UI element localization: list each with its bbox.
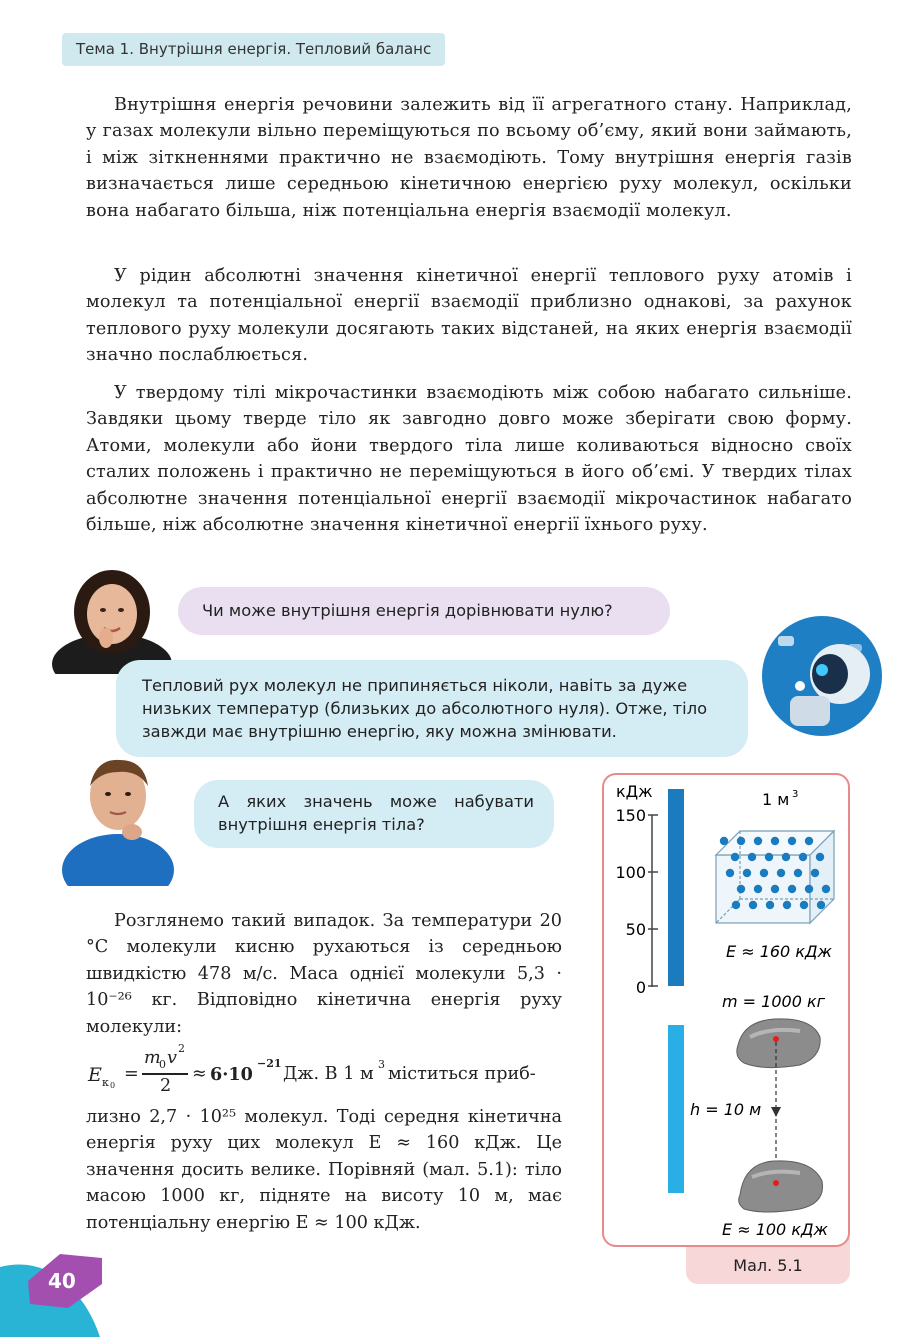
molecule-17 bbox=[811, 869, 819, 877]
page-number: 40 bbox=[48, 1269, 76, 1293]
molecule-9 bbox=[782, 853, 790, 861]
molecule-6 bbox=[731, 853, 739, 861]
formula-tail-sup: 3 bbox=[378, 1058, 385, 1071]
molecule-16 bbox=[794, 869, 802, 877]
question-bubble-2 bbox=[194, 780, 554, 848]
molecule-26 bbox=[766, 901, 774, 909]
tick-100: 100 bbox=[615, 863, 646, 882]
answer-text: Тепловий рух молекул не припиняється ніколи, навіть за дуже низьких температур (близьких до абсолютного нуля). Отже, тіло завжди має внутрішню енергію, яку можна змінювати. bbox=[142, 676, 708, 741]
tick-50: 50 bbox=[625, 920, 646, 939]
kinetic-energy-formula bbox=[86, 1044, 562, 1102]
molecule-3 bbox=[771, 837, 779, 845]
unit-label: кДж bbox=[616, 782, 653, 801]
formula-v-sup: 2 bbox=[178, 1042, 185, 1055]
formula-m: m bbox=[144, 1048, 161, 1068]
molecule-4 bbox=[788, 837, 796, 845]
raised-stone bbox=[737, 1019, 820, 1068]
figure-caption: Мал. 5.1 bbox=[686, 1238, 850, 1284]
volume-label: 1 м bbox=[762, 790, 790, 809]
formula-equals: = bbox=[124, 1064, 139, 1084]
molecule-11 bbox=[816, 853, 824, 861]
molecule-20 bbox=[771, 885, 779, 893]
girl-avatar bbox=[50, 568, 174, 674]
question-text-1: Чи може внутрішня енергія дорівнювати нулю? bbox=[202, 601, 613, 620]
molecule-27 bbox=[783, 901, 791, 909]
raised-stone-center bbox=[773, 1036, 779, 1042]
tick-0: 0 bbox=[635, 978, 646, 997]
answer-bubble bbox=[116, 660, 748, 757]
formula-fraction-line bbox=[142, 1073, 188, 1075]
paragraph-example: Розглянемо такий випадок. За температури 20 °С молекули кисню рухаються із середньою швидкістю 478 м/с. Маса однієї молекули 5,3 · 10⁻²⁶ кг. Відповідно кінетична енергія руху молекули: bbox=[86, 911, 562, 1037]
paragraph-gases: Внутрішня енергія речовини залежить від її агрегатного стану. Наприклад, у газах молекули вільно переміщуються по всьому об’єму, який вони займають, і між зіткненнями практично не взаємодіють. Тому внутрішня енергія газів визначається лише середньою кінетичною енергією руху молекул, оскільки вона набагато більша, ніж потенціальна енергія взаємодії молекул. bbox=[86, 95, 852, 221]
formula-v: v bbox=[167, 1048, 177, 1068]
tick-150: 150 bbox=[615, 806, 646, 825]
molecule-13 bbox=[743, 869, 751, 877]
formula-e-sub: к bbox=[102, 1076, 109, 1089]
molecule-8 bbox=[765, 853, 773, 861]
question-bubble-1 bbox=[178, 587, 670, 635]
molecule-10 bbox=[799, 853, 807, 861]
stone-energy-bar bbox=[668, 1025, 684, 1193]
formula-tail: Дж. В 1 м bbox=[283, 1064, 374, 1084]
figure-5-1 bbox=[602, 773, 850, 1247]
volume-sup: 3 bbox=[792, 789, 799, 800]
molecule-25 bbox=[749, 901, 757, 909]
molecule-23 bbox=[822, 885, 830, 893]
formula-value-exp: −21 bbox=[257, 1057, 282, 1070]
formula-approx: ≈ bbox=[192, 1064, 207, 1084]
gas-energy-label: E ≈ 160 кДж bbox=[726, 942, 832, 961]
formula-m-sub: 0 bbox=[159, 1058, 166, 1071]
topic-header: Тема 1. Внутрішня енергія. Тепловий баланс bbox=[62, 33, 445, 66]
formula-denominator: 2 bbox=[160, 1076, 172, 1096]
gas-energy-bar bbox=[668, 789, 684, 986]
stone-energy-label: E ≈ 100 кДж bbox=[722, 1220, 828, 1239]
formula-value: 6·10 bbox=[210, 1064, 253, 1085]
molecule-18 bbox=[737, 885, 745, 893]
boy-avatar bbox=[62, 752, 178, 886]
paragraph-solids: У твердому тілі мікрочастинки взаємодіють між собою набагато сильніше. Завдяки цьому тверде тіло як завгодно довго може зберігати свою форму. Атоми, молекули або йони твердого тіла лише коливаються відносно своїх сталих положень і практично не переміщуються в його об’ємі. У твердих тілах абсолютне значення потенціальної енергії взаємодії мікрочастинок набагато більше, ніж абсолютне значення кінетичної енергії їхнього руху. bbox=[86, 383, 852, 536]
molecule-15 bbox=[777, 869, 785, 877]
molecule-21 bbox=[788, 885, 796, 893]
mass-label: m = 1000 кг bbox=[722, 992, 826, 1011]
formula-e: E bbox=[88, 1064, 102, 1086]
molecule-1 bbox=[737, 837, 745, 845]
molecule-29 bbox=[817, 901, 825, 909]
figure-graphic bbox=[604, 775, 848, 1245]
molecule-28 bbox=[800, 901, 808, 909]
formula-tail2: міститься приб- bbox=[388, 1064, 536, 1084]
molecule-12 bbox=[726, 869, 734, 877]
robot-avatar bbox=[760, 614, 884, 738]
ground-stone bbox=[739, 1161, 823, 1212]
height-label: h = 10 м bbox=[690, 1100, 762, 1119]
molecule-19 bbox=[754, 885, 762, 893]
ground-stone-center bbox=[773, 1180, 779, 1186]
molecule-5 bbox=[805, 837, 813, 845]
molecule-2 bbox=[754, 837, 762, 845]
paragraph-liquids: У рідин абсолютні значення кінетичної енергії теплового руху атомів і молекул та потенціальної енергії взаємодії приблизно однакові, за рахунок теплового руху молекули досягають таких відстаней, на яких енергія взаємодії значно послаблюється. bbox=[86, 266, 852, 366]
molecule-24 bbox=[732, 901, 740, 909]
question-text-2: А яких значень може набувати внутрішня енергія тіла? bbox=[218, 792, 534, 834]
molecule-7 bbox=[748, 853, 756, 861]
paragraph-comparison: лизно 2,7 · 10²⁵ молекул. Тоді середня кінетична енергія руху цих молекул E ≈ 160 кДж. Це значення досить велике. Порівняй (мал. 5.1): тіло масою 1000 кг, підняте на висоту 10 м, має потенціальну енергію E ≈ 100 кДж. bbox=[86, 1107, 562, 1233]
formula-e-subsub: 0 bbox=[110, 1081, 116, 1090]
molecule-0 bbox=[720, 837, 728, 845]
molecule-22 bbox=[805, 885, 813, 893]
molecule-14 bbox=[760, 869, 768, 877]
